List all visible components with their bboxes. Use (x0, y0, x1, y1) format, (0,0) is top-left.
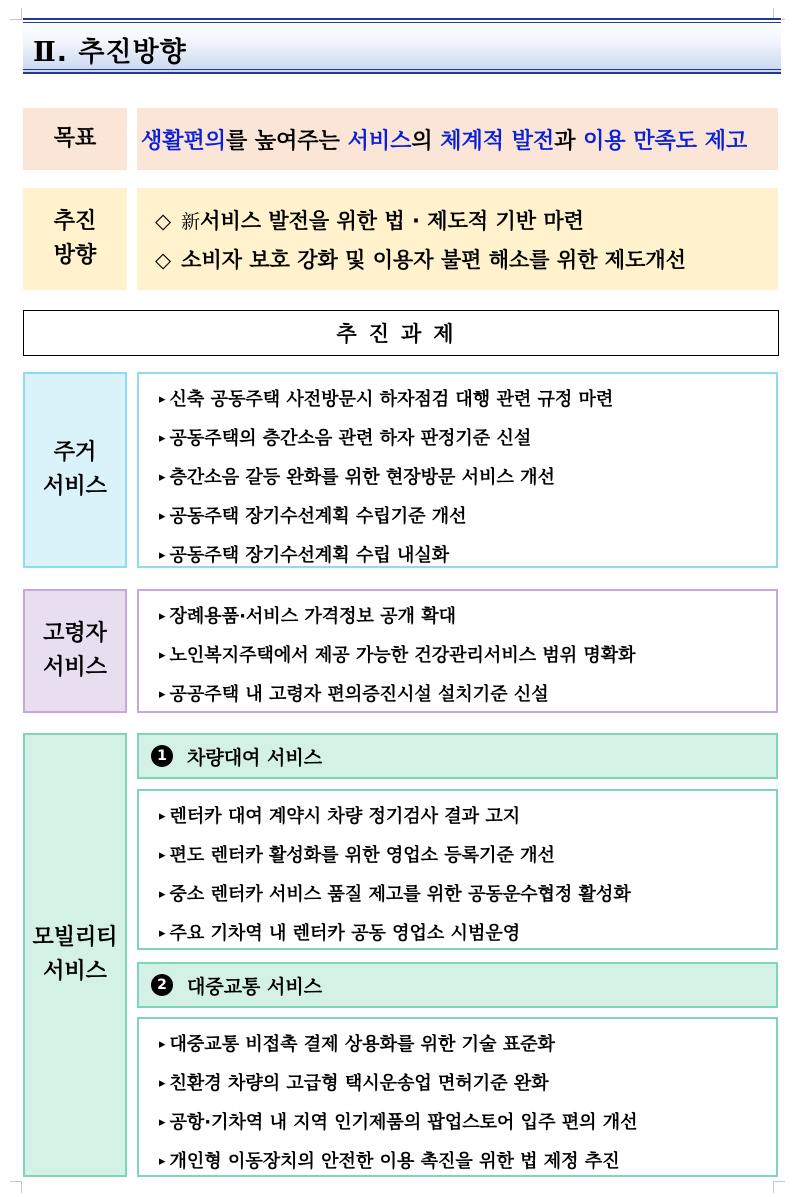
direction-item (155, 202, 778, 241)
direction-label-line: 추진 (53, 209, 97, 234)
task-text: 공동주택 장기수선계획 수립기준 개선 (169, 506, 467, 527)
elderly-label-line: 고령자 (43, 621, 107, 646)
housing-label-line: 서비스 (43, 474, 107, 499)
triangle-bullet-icon: ▸ (159, 1076, 166, 1091)
triangle-bullet-icon: ▸ (159, 431, 166, 446)
section-header (23, 18, 781, 74)
task-text: 친환경 차량의 고급형 택시운송업 면허기준 완화 (169, 1073, 549, 1094)
goal-part: 생활편의 (141, 128, 227, 154)
elderly-label (23, 589, 127, 713)
direction-text: 소비자 보호 강화 및 이용자 불편 해소를 위한 제도개선 (181, 248, 686, 272)
triangle-bullet-icon: ▸ (159, 848, 166, 863)
triangle-bullet-icon: ▸ (159, 1115, 166, 1130)
triangle-bullet-icon: ▸ (159, 392, 166, 407)
task-item (159, 497, 776, 536)
car-rental-title: 차량대여 서비스 (187, 746, 323, 769)
new-prefix: 新 (181, 211, 201, 233)
task-text: 공동주택 장기수선계획 수립 내실화 (169, 545, 450, 566)
direction-list (137, 188, 778, 290)
diamond-bullet-icon: ◇ (155, 248, 172, 272)
housing-label (23, 372, 127, 568)
task-item (159, 419, 776, 458)
car-rental-subheader (137, 733, 778, 779)
section-numeral: Ⅱ (33, 37, 57, 68)
task-text: 장례용품·서비스 가격정보 공개 확대 (169, 606, 456, 627)
task-item (159, 636, 776, 675)
direction-label-line: 방향 (53, 243, 97, 268)
task-text: 층간소음 갈등 완화를 위한 현장방문 서비스 개선 (169, 467, 555, 488)
task-text: 렌터카 대여 계약시 차량 정기검사 결과 고지 (169, 806, 521, 827)
goal-part: 체계적 발전 (440, 128, 555, 154)
elderly-task-list (137, 589, 778, 713)
triangle-bullet-icon: ▸ (159, 470, 166, 485)
diamond-bullet-icon: ◇ (155, 209, 172, 233)
task-text: 공공주택 내 고령자 편의증진시설 설치기준 신설 (169, 684, 549, 705)
task-item (159, 875, 776, 914)
triangle-bullet-icon: ▸ (159, 809, 166, 824)
goal-part: 과 (554, 128, 584, 154)
number-two-icon: 2 (151, 974, 173, 996)
number-one-icon: 1 (151, 745, 173, 767)
task-text: 공항·기차역 내 지역 인기제품의 팝업스토어 입주 편의 개선 (169, 1112, 638, 1133)
triangle-bullet-icon: ▸ (159, 509, 166, 524)
goal-part: 서비스 (347, 128, 412, 154)
task-item (159, 380, 776, 419)
elderly-label-line: 서비스 (43, 655, 107, 680)
car-rental-task-list (137, 789, 778, 950)
triangle-bullet-icon: ▸ (159, 648, 166, 663)
task-item (159, 597, 776, 636)
task-item (159, 1064, 776, 1103)
mobility-label (23, 733, 127, 1177)
triangle-bullet-icon: ▸ (159, 1037, 166, 1052)
section-title-text: . 추진방향 (56, 37, 187, 68)
mobility-label-line: 서비스 (43, 959, 107, 984)
direction-text: 서비스 발전을 위한 법 · 제도적 기반 마련 (200, 209, 584, 233)
task-item (159, 797, 776, 836)
task-item (159, 675, 776, 714)
goal-statement (137, 108, 778, 170)
corner-mark (10, 8, 22, 20)
task-item (159, 914, 776, 953)
task-text: 신축 공동주택 사전방문시 하자점검 대행 관련 규정 마련 (169, 389, 614, 410)
goal-part: 를 높여주는 (226, 128, 348, 154)
task-item (159, 536, 776, 575)
task-text: 편도 렌터카 활성화를 위한 영업소 등록기준 개선 (169, 845, 555, 866)
goal-part: 이용 만족도 제고 (583, 128, 748, 154)
task-text: 대중교통 비접촉 결제 상용화를 위한 기술 표준화 (169, 1034, 555, 1055)
task-item (159, 1025, 776, 1064)
task-item (159, 1142, 776, 1181)
triangle-bullet-icon: ▸ (159, 926, 166, 941)
housing-label-line: 주거 (53, 440, 97, 465)
goal-label: 목표 (23, 108, 127, 170)
housing-task-list (137, 372, 778, 568)
task-item (159, 836, 776, 875)
triangle-bullet-icon: ▸ (159, 887, 166, 902)
public-transit-title: 대중교통 서비스 (187, 975, 323, 998)
task-text: 주요 기차역 내 렌터카 공동 영업소 시범운영 (169, 923, 521, 944)
triangle-bullet-icon: ▸ (159, 687, 166, 702)
task-text: 중소 렌터카 서비스 품질 제고를 위한 공동운수협정 활성화 (169, 884, 631, 905)
triangle-bullet-icon: ▸ (159, 548, 166, 563)
public-transit-subheader (137, 962, 778, 1008)
triangle-bullet-icon: ▸ (159, 1154, 166, 1169)
triangle-bullet-icon: ▸ (159, 609, 166, 624)
corner-mark (773, 1181, 785, 1193)
task-item (159, 458, 776, 497)
task-text: 공동주택의 층간소음 관련 하자 판정기준 신설 (169, 428, 532, 449)
direction-label (23, 188, 127, 290)
corner-mark (10, 1181, 22, 1193)
tasks-header: 추진과제 (23, 310, 779, 356)
goal-part: 의 (411, 128, 441, 154)
task-item (159, 1103, 776, 1142)
public-transit-task-list (137, 1017, 778, 1177)
task-text: 노인복지주택에서 제공 가능한 건강관리서비스 범위 명확화 (169, 645, 636, 666)
task-text: 개인형 이동장치의 안전한 이용 촉진을 위한 법 제정 추진 (169, 1151, 620, 1172)
section-title (33, 30, 187, 69)
mobility-label-line: 모빌리티 (32, 925, 118, 950)
direction-item (155, 241, 778, 279)
